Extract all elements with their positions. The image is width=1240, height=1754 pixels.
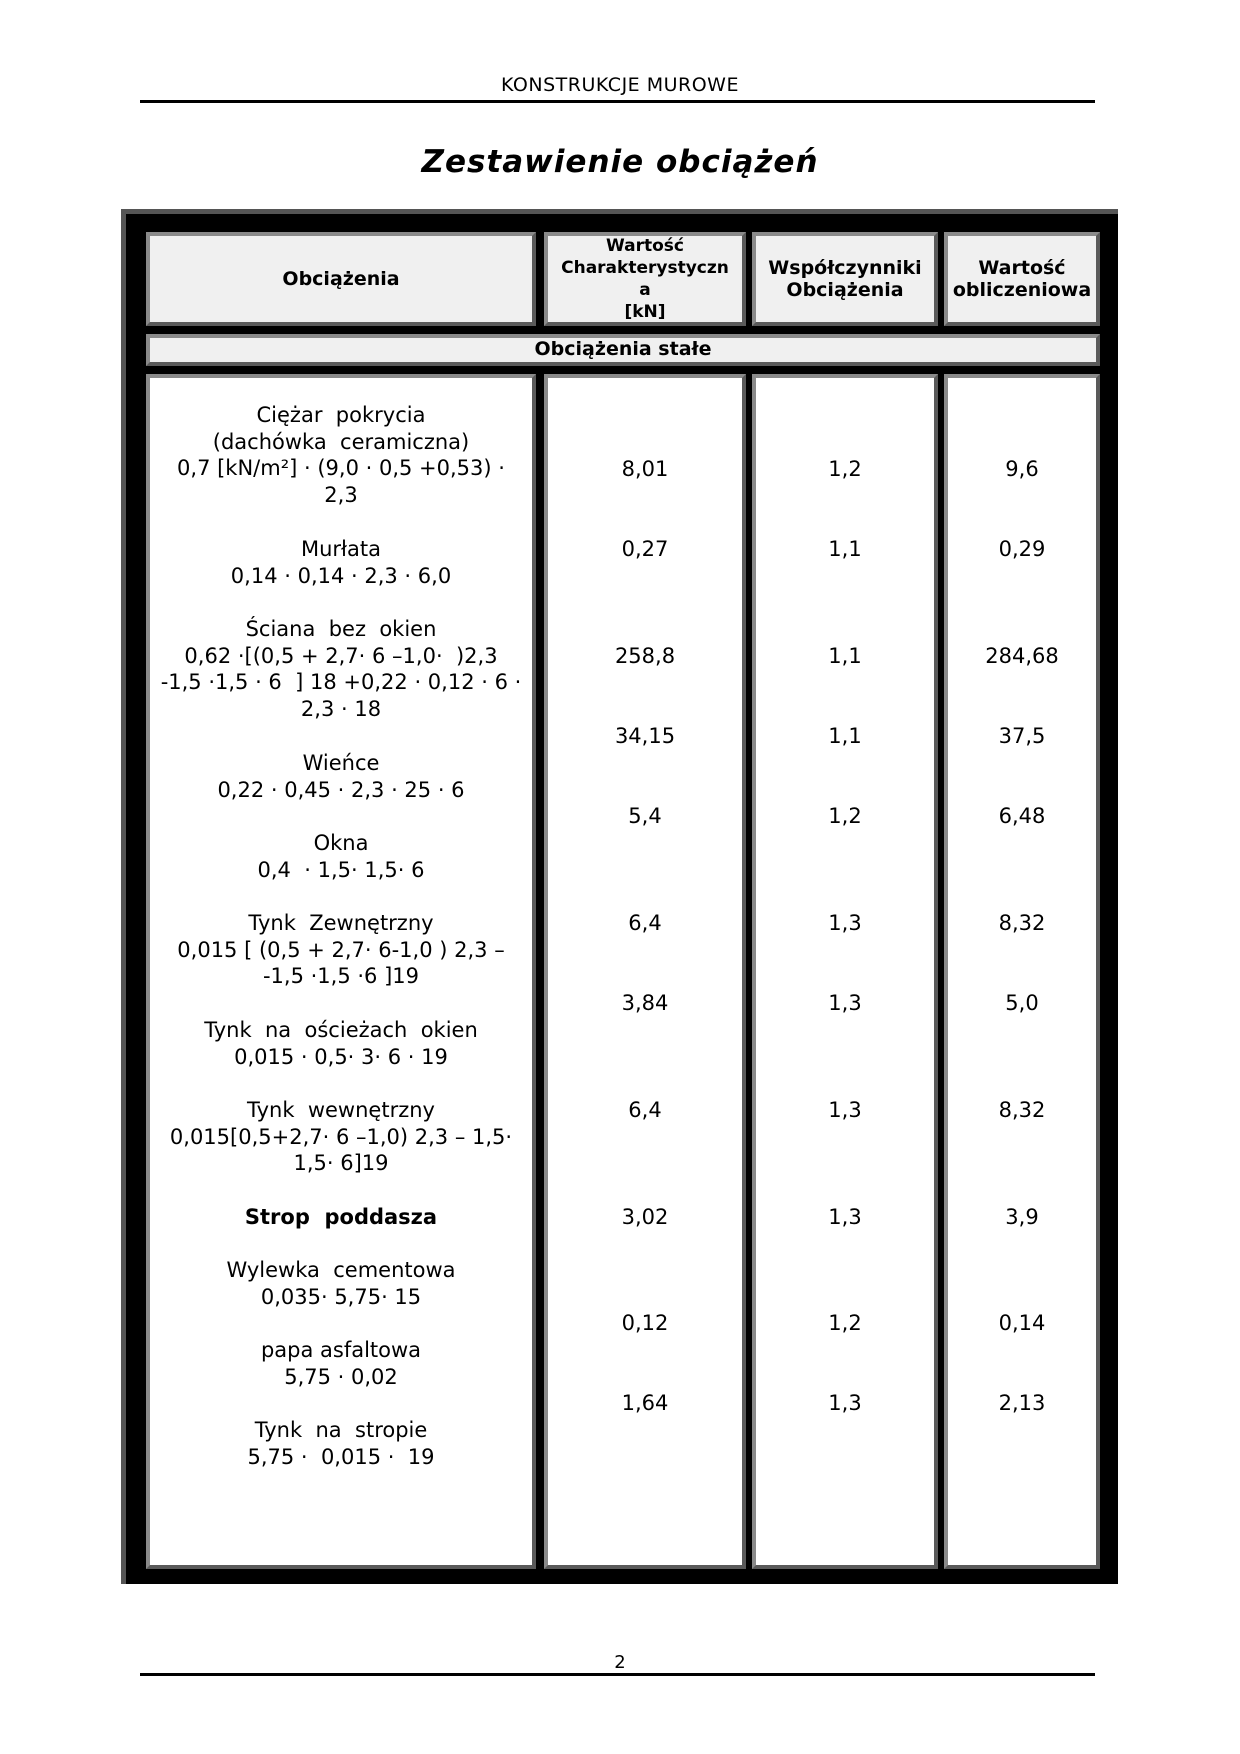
desc-papa-asfaltowa: papa asfaltowa 5,75 · 0,02 <box>260 1338 422 1389</box>
char-value: 0,12 <box>621 1311 669 1335</box>
design-value: 0,29 <box>998 537 1046 561</box>
design-value: 37,5 <box>998 724 1046 748</box>
desc-sciana-bez-okien: Ściana bez okien 0,62 ·[(0,5 + 2,7· 6 –1,0· )2,3 -1,5 ·1,5 · 6 ] 18 +0,22 · 0,12 · 6 · 2,3 · 18 <box>160 617 522 722</box>
header-wspolczynniki-label: Współczynniki Obciążenia <box>768 257 922 301</box>
header-obciazenia-label: Obciążenia <box>282 268 400 290</box>
design-value: 2,13 <box>998 1391 1046 1415</box>
header-rule <box>140 100 1095 103</box>
desc-wience: Wieńce 0,22 · 0,45 · 2,3 · 25 · 6 <box>217 751 465 802</box>
desc-wylewka-cementowa: Wylewka cementowa 0,035· 5,75· 15 <box>226 1258 456 1309</box>
document-title: Zestawienie obciążeń <box>421 144 819 180</box>
coef-value: 1,2 <box>828 1311 862 1335</box>
design-value: 9,6 <box>1005 457 1039 481</box>
coef-value: 1,1 <box>828 724 862 748</box>
coef-value: 1,2 <box>828 457 862 481</box>
header-wartosc-obliczeniowa-label: Wartość obliczeniowa <box>952 257 1092 301</box>
section-label: Obciążenia stałe <box>534 338 712 360</box>
desc-tynk-wewnetrzny: Tynk wewnętrzny 0,015[0,5+2,7· 6 –1,0) 2,3 – 1,5· 1,5· 6]19 <box>169 1098 513 1176</box>
header-wartosc-obliczeniowa <box>944 232 1100 326</box>
char-value: 6,4 <box>628 911 662 935</box>
coef-value: 1,3 <box>828 911 862 935</box>
coef-value: 1,3 <box>828 1391 862 1415</box>
coef-value: 1,2 <box>828 804 862 828</box>
column-descriptions <box>146 374 536 1569</box>
header-wartosc-charakterystyczna-label: Wartość Charakterystyczn a [kN] <box>561 236 729 322</box>
char-value: 6,4 <box>628 1098 662 1122</box>
coef-value: 1,3 <box>828 991 862 1015</box>
desc-tynk-na-osciezach: Tynk na ościeżach okien 0,015 · 0,5· 3· 6 · 19 <box>204 1018 478 1069</box>
page-number: 2 <box>614 1652 626 1673</box>
section-obciazenia-stale <box>146 334 1100 366</box>
running-header: KONSTRUKCJE MUROWE <box>501 74 739 96</box>
desc-okna: Okna 0,4 · 1,5· 1,5· 6 <box>257 831 425 882</box>
load-table <box>121 209 1118 1584</box>
char-value: 8,01 <box>621 457 669 481</box>
char-value: 0,27 <box>621 537 669 561</box>
column-char-values <box>544 374 746 1569</box>
desc-tynk-na-stropie: Tynk na stropie 5,75 · 0,015 · 19 <box>247 1418 435 1469</box>
design-value: 0,14 <box>998 1311 1046 1335</box>
design-value: 8,32 <box>998 911 1046 935</box>
header-wartosc-charakterystyczna <box>544 232 746 326</box>
design-value: 8,32 <box>998 1098 1046 1122</box>
desc-murlata: Murłata 0,14 · 0,14 · 2,3 · 6,0 <box>230 537 452 588</box>
char-value: 3,02 <box>621 1205 669 1229</box>
header-obciazenia <box>146 232 536 326</box>
char-value: 34,15 <box>614 724 676 748</box>
desc-ciezar-pokrycia: Ciężar pokrycia (dachówka ceramiczna) 0,7 [kN/m²] · (9,0 · 0,5 +0,53) · 2,3 <box>177 403 505 508</box>
design-value: 284,68 <box>985 644 1059 668</box>
column-coefficients <box>752 374 938 1569</box>
desc-tynk-zewnetrzny: Tynk Zewnętrzny 0,015 [ (0,5 + 2,7· 6-1,0 ) 2,3 – -1,5 ·1,5 ·6 ]19 <box>177 911 505 989</box>
column-design-values <box>944 374 1100 1569</box>
char-value: 5,4 <box>628 804 662 828</box>
design-value: 3,9 <box>1005 1205 1039 1229</box>
design-value: 6,48 <box>998 804 1046 828</box>
header-wspolczynniki <box>752 232 938 326</box>
coef-value: 1,3 <box>828 1205 862 1229</box>
design-value: 5,0 <box>1005 991 1039 1015</box>
coef-value: 1,1 <box>828 644 862 668</box>
footer-rule <box>140 1673 1095 1676</box>
char-value: 1,64 <box>621 1391 669 1415</box>
coef-value: 1,1 <box>828 537 862 561</box>
coef-value: 1,3 <box>828 1098 862 1122</box>
char-value: 258,8 <box>614 644 676 668</box>
char-value: 3,84 <box>621 991 669 1015</box>
desc-strop-poddasza: Strop poddasza <box>244 1205 438 1229</box>
